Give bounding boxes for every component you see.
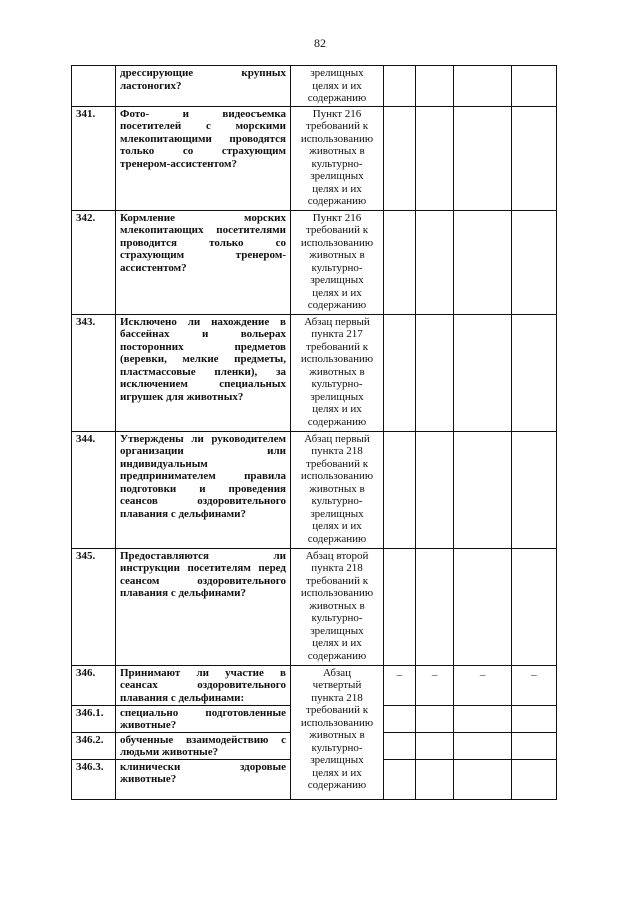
question-text: Принимают ли участие в сеансах оздоровительного плавания с дельфинами:: [116, 665, 291, 705]
answer-cell-yes: [384, 210, 416, 314]
requirement-reference: Пункт 216 требований к использованию животных в культурно- зрелищных целях и их содержанию: [291, 106, 384, 210]
answer-cell-yes: [384, 732, 416, 759]
table-row: [72, 210, 557, 314]
answer-cell-na: [454, 732, 512, 759]
answer-cell-na: [454, 106, 512, 210]
question-text: обученные взаимодействию с людьми животные?: [116, 732, 291, 759]
row-number: 343.: [72, 314, 116, 431]
question-text: Кормление морских млекопитающих посетителями проводится только со страхующим тренером-ассистентом?: [116, 210, 291, 314]
page-number: 82: [314, 36, 326, 50]
table-row: [72, 106, 557, 210]
answer-cell-note: [512, 759, 557, 799]
requirement-reference: Абзац второй пункта 218 требований к использованию животных в культурно- зрелищных целях и их содержанию: [291, 548, 384, 665]
row-number: 346.3.: [72, 759, 116, 799]
answer-cell-na: [454, 548, 512, 665]
answer-cell-no: [416, 705, 454, 732]
answer-cell-note: [512, 705, 557, 732]
answer-cell-note: [512, 210, 557, 314]
row-number: 346.1.: [72, 705, 116, 732]
requirement-reference: Абзац первый пункта 218 требований к использованию животных в культурно- зрелищных целях и их содержанию: [291, 431, 384, 548]
answer-cell-yes: [384, 705, 416, 732]
answer-cell-na: [454, 66, 512, 107]
answer-cell-na: [454, 759, 512, 799]
row-number: 341.: [72, 106, 116, 210]
requirement-reference: Абзац первый пункта 217 требований к использованию животных в культурно- зрелищных целях и их содержанию: [291, 314, 384, 431]
answer-cell-no: [416, 66, 454, 107]
answer-cell-note: [512, 431, 557, 548]
answer-cell-yes: [384, 759, 416, 799]
answer-cell-no: [416, 548, 454, 665]
question-text: клинически здоровые животные?: [116, 759, 291, 799]
answer-cell-no: [416, 732, 454, 759]
dash-mark: –: [416, 665, 454, 705]
answer-cell-note: [512, 66, 557, 107]
table-row: [72, 66, 557, 107]
answer-cell-note: [512, 732, 557, 759]
answer-cell-no: [416, 106, 454, 210]
row-number: 344.: [72, 431, 116, 548]
answer-cell-note: [512, 106, 557, 210]
answer-cell-yes: [384, 548, 416, 665]
answer-cell-na: [454, 314, 512, 431]
answer-cell-yes: [384, 66, 416, 107]
table-row: [72, 431, 557, 548]
answer-cell-no: [416, 314, 454, 431]
table-row: [72, 314, 557, 431]
requirement-reference: Пункт 216 требований к использованию животных в культурно- зрелищных целях и их содержанию: [291, 210, 384, 314]
row-number: 345.: [72, 548, 116, 665]
answer-cell-yes: [384, 314, 416, 431]
answer-cell-na: [454, 210, 512, 314]
question-text: Фото- и видеосъемка посетителей с морскими млекопитающими проводятся только со страхующим тренером-ассистентом?: [116, 106, 291, 210]
question-text: специально подготовленные животные?: [116, 705, 291, 732]
table-row: [72, 548, 557, 665]
requirement-reference: зрелищных целях и их содержанию: [291, 66, 384, 107]
question-text: дрессирующие крупных ластоногих?: [116, 66, 291, 107]
dash-mark: –: [384, 665, 416, 705]
answer-cell-na: [454, 431, 512, 548]
requirement-reference: Абзац четвертый пункта 218 требований к использованию животных в культурно- зрелищных целях и их содержанию: [291, 665, 384, 799]
question-text: Предоставляются ли инструкции посетителям перед сеансом оздоровительного плавания с дельфинами?: [116, 548, 291, 665]
answer-cell-yes: [384, 106, 416, 210]
checklist-table: [71, 65, 557, 800]
dash-mark: –: [512, 665, 557, 705]
table-row: [72, 665, 557, 705]
row-number: 342.: [72, 210, 116, 314]
answer-cell-note: [512, 314, 557, 431]
question-text: Исключено ли нахождение в бассейнах и вольерах посторонних предметов (веревки, мелкие предметы, пластмассовые пленки), за исключением специальных игрушек для животных?: [116, 314, 291, 431]
question-text: Утверждены ли руководителем организации или индивидуальным предпринимателем правила подготовки и проведения сеансов оздоровительного плавания с дельфинами?: [116, 431, 291, 548]
row-number: 346.: [72, 665, 116, 705]
dash-mark: –: [454, 665, 512, 705]
row-number: 346.2.: [72, 732, 116, 759]
row-number: [72, 66, 116, 107]
answer-cell-no: [416, 210, 454, 314]
answer-cell-yes: [384, 431, 416, 548]
answer-cell-na: [454, 705, 512, 732]
answer-cell-note: [512, 548, 557, 665]
answer-cell-no: [416, 759, 454, 799]
answer-cell-no: [416, 431, 454, 548]
